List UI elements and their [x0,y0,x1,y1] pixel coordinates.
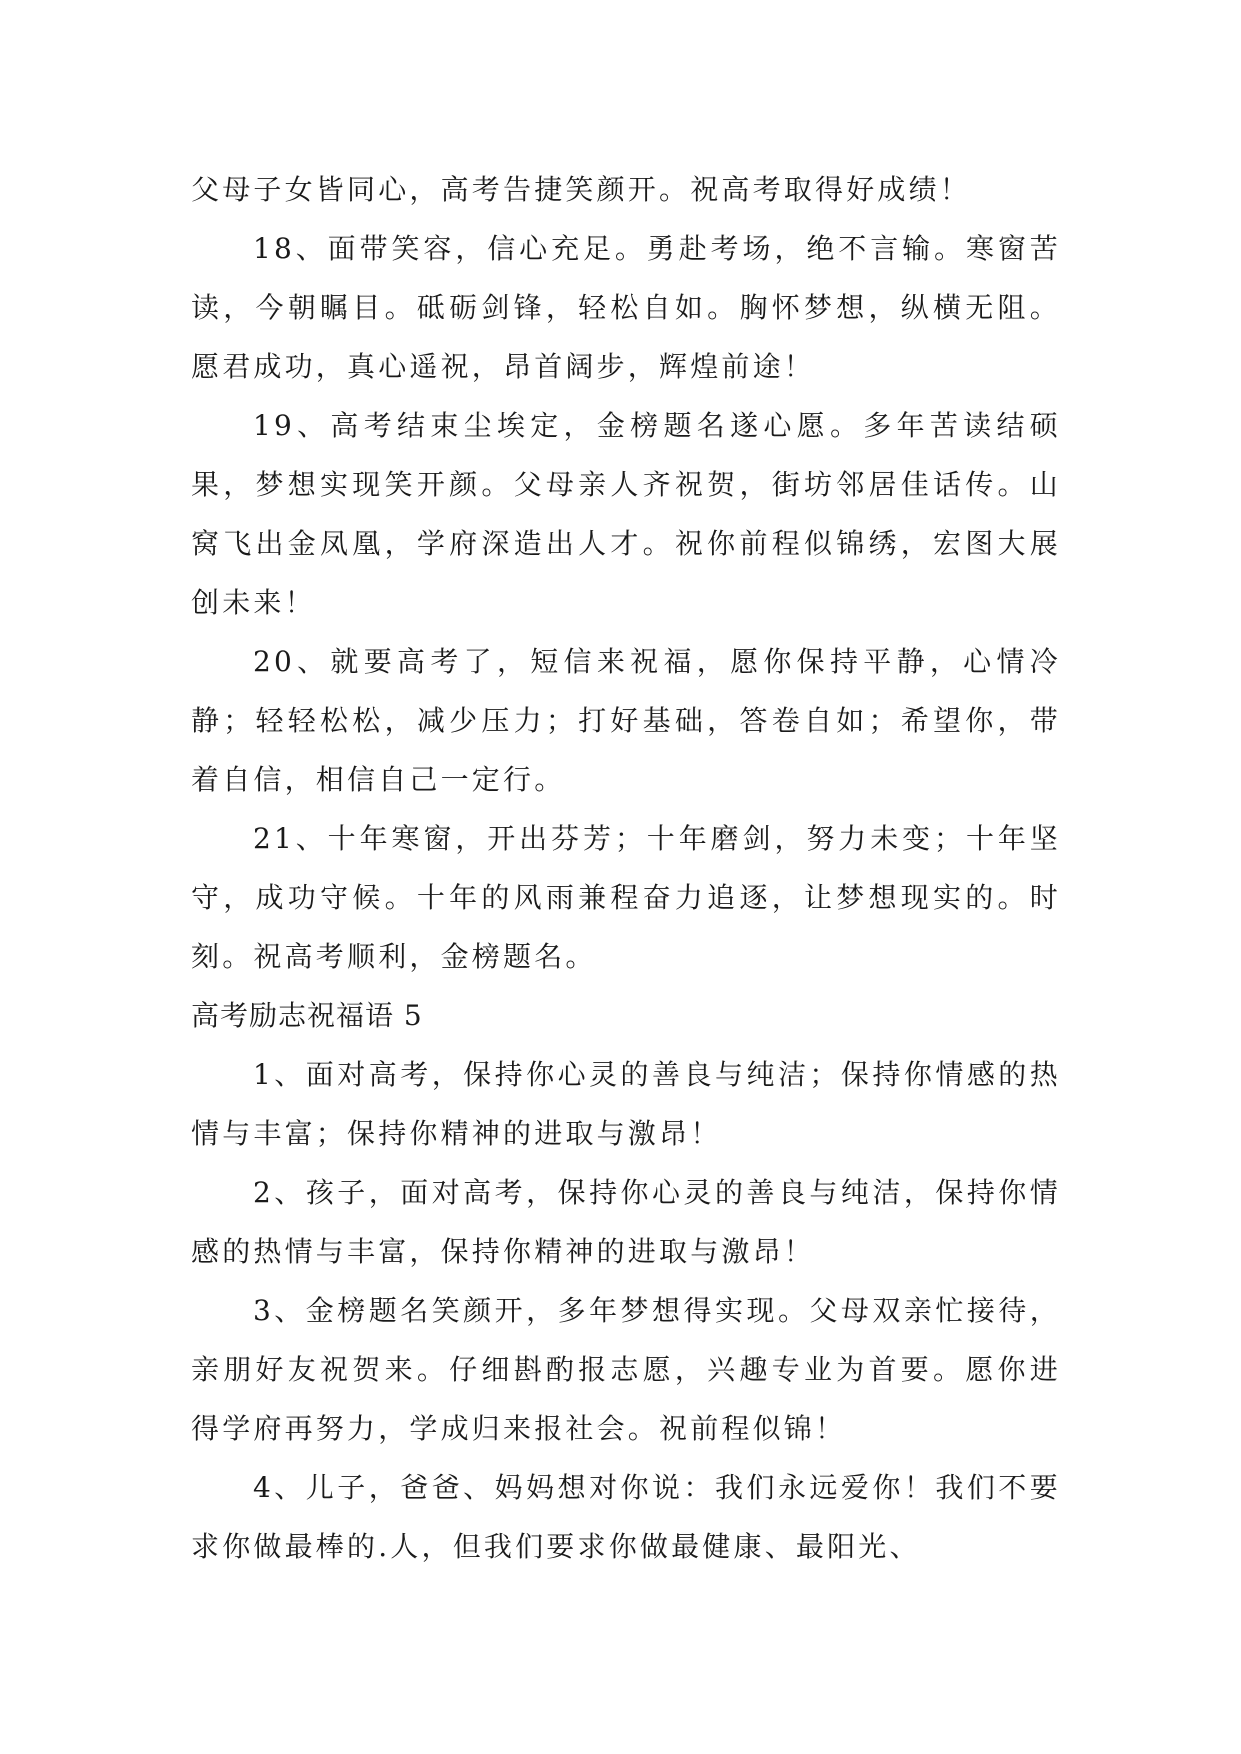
section-heading: 高考励志祝福语 5 [191,999,423,1032]
paragraph-continuation: 父母子女皆同心，高考告捷笑颜开。祝高考取得好成绩！ [191,173,972,206]
paragraph-item-18: 18、面带笑容，信心充足。勇赴考场，绝不言输。寒窗苦读，今朝瞩目。砥砺剑锋，轻松自如。胸怀梦想，纵横无阻。愿君成功，真心遥祝，昂首阔步，辉煌前途！ [191,232,1061,383]
paragraph-item-3: 3、金榜题名笑颜开，多年梦想得实现。父母双亲忙接待，亲朋好友祝贺来。仔细斟酌报志愿，兴趣专业为首要。愿你进得学府再努力，学成归来报社会。祝前程似锦！ [191,1294,1061,1445]
paragraph-item-1: 1、面对高考，保持你心灵的善良与纯洁；保持你情感的热情与丰富；保持你精神的进取与激昂！ [191,1058,1061,1150]
document-body [191,160,1061,1576]
paragraph-item-20: 20、就要高考了，短信来祝福，愿你保持平静，心情冷静；轻轻松松，减少压力；打好基础，答卷自如；希望你，带着自信，相信自己一定行。 [191,645,1061,796]
paragraph-item-4: 4、儿子，爸爸、妈妈想对你说：我们永远爱你！我们不要求你做最棒的.人，但我们要求你做最健康、最阳光、 [191,1471,1061,1563]
paragraph-item-2: 2、孩子，面对高考，保持你心灵的善良与纯洁，保持你情感的热情与丰富，保持你精神的进取与激昂！ [191,1176,1061,1268]
paragraph-item-19: 19、高考结束尘埃定，金榜题名遂心愿。多年苦读结硕果，梦想实现笑开颜。父母亲人齐祝贺，街坊邻居佳话传。山窝飞出金凤凰，学府深造出人才。祝你前程似锦绣，宏图大展创未来！ [191,409,1061,619]
paragraph-item-21: 21、十年寒窗，开出芬芳；十年磨剑，努力未变；十年坚守，成功守候。十年的风雨兼程奋力追逐，让梦想现实的。时刻。祝高考顺利，金榜题名。 [191,822,1061,973]
